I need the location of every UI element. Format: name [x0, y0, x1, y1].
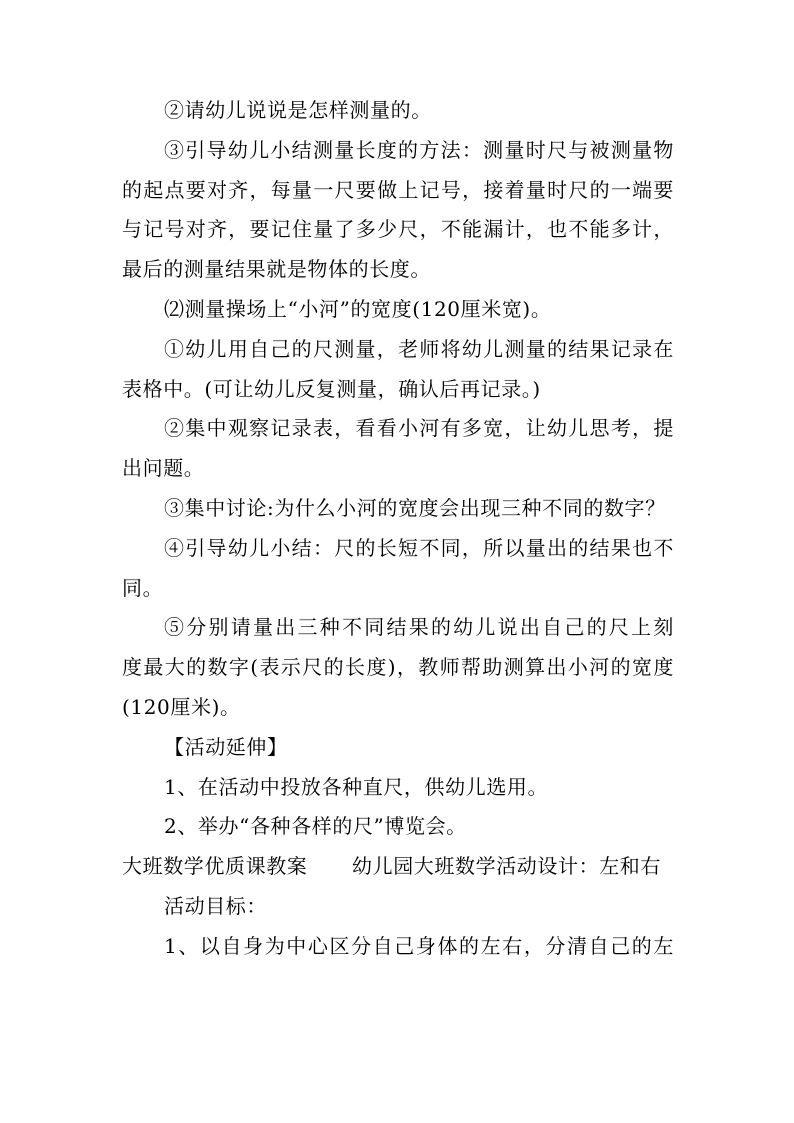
text-line: (120厘米)。	[122, 694, 241, 719]
document-body	[122, 100, 674, 976]
lesson-title: 幼儿园大班数学活动设计：左和右	[352, 854, 661, 879]
text-line: ⑤分别请量出三种不同结果的幼儿说出自己的尺上刻	[164, 615, 674, 640]
text-line: ④引导幼儿小结：尺的长短不同，所以量出的结果也不	[164, 535, 674, 560]
text-line: ③集中讨论:为什么小河的宽度会出现三种不同的数字？	[164, 495, 666, 520]
text-line: 1、在活动中投放各种直尺，供幼儿选用。	[164, 774, 549, 799]
text-line: 最后的测量结果就是物体的长度。	[122, 257, 431, 282]
text-line: 与记号对齐，要记住量了多少尺，不能漏计，也不能多计，	[122, 217, 674, 242]
lesson-title-row	[122, 854, 674, 879]
text-line: 同。	[122, 575, 164, 600]
text-line: ③引导幼儿小结测量长度的方法：测量时尺与被测量物	[164, 137, 674, 162]
lesson-category: 大班数学优质课教案	[122, 854, 308, 879]
section-heading: 【活动延伸】	[164, 734, 288, 759]
text-line: 活动目标：	[164, 893, 267, 918]
text-line: ②集中观察记录表，看看小河有多宽，让幼儿思考，提	[164, 416, 674, 441]
text-line: ①幼儿用自己的尺测量，老师将幼儿测量的结果记录在	[164, 336, 674, 361]
text-line: ②请幼儿说说是怎样测量的。	[164, 98, 432, 122]
text-line: 出问题。	[122, 456, 205, 481]
text-line: 的起点要对齐，每量一尺要做上记号，接着量时尺的一端要	[122, 177, 674, 202]
text-line: 2、举办“各种各样的尺”博览会。	[164, 814, 467, 839]
text-line: 度最大的数字(表示尺的长度)，教师帮助测算出小河的宽度	[122, 655, 674, 680]
text-line: ⑵测量操场上“小河”的宽度(120厘米宽)。	[164, 296, 552, 321]
text-line: 表格中。(可让幼儿反复测量，确认后再记录。)	[122, 376, 541, 401]
text-line: 1、以自身为中心区分自己身体的左右，分清自己的左	[164, 933, 674, 958]
